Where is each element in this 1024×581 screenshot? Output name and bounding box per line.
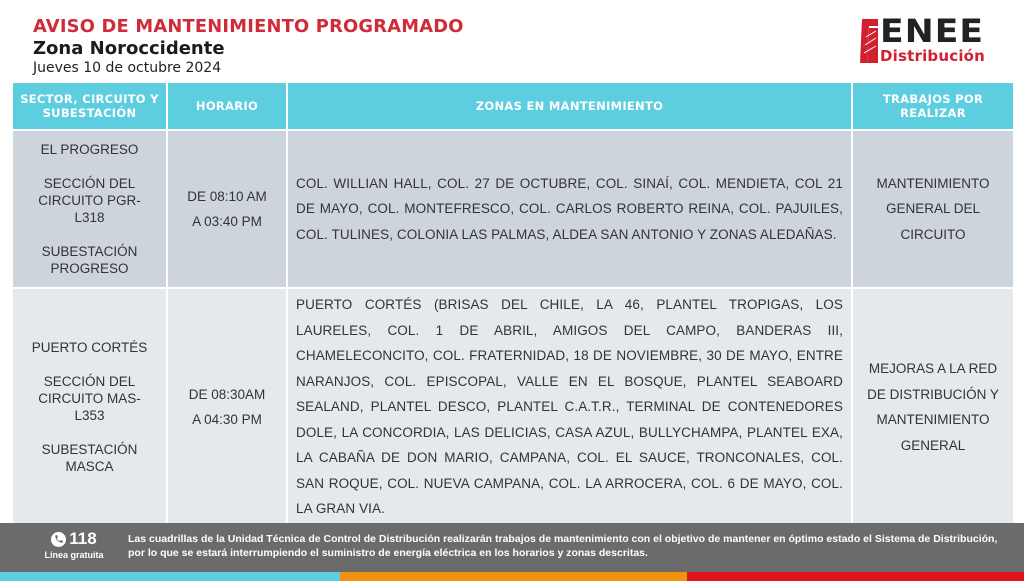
zones-cell [287, 288, 852, 526]
schedule-cell [167, 288, 287, 526]
table-row [12, 130, 1014, 288]
column-header-zonas-label: ZONAS EN MANTENIMIENTO [475, 99, 664, 113]
column-header-sector [12, 82, 167, 130]
tower-icon [860, 19, 878, 63]
sector-cell [12, 130, 167, 288]
substation-name: SUBESTACIÓN PROGRESO [41, 244, 138, 276]
column-header-horario [167, 82, 287, 130]
hotline[interactable] [40, 529, 108, 560]
zones-list: COL. WILLIAN HALL, COL. 27 DE OCTUBRE, COL. SINAÍ, COL. MENDIETA, COL 21 DE MAYO, COL. MONTEFRESCO, COL. CARLOS ROBERTO REINA, COL. PAJUILES, COL. TULINES, COLONIA LAS PALMAS, ALDEA SAN ANTONIO Y ZONAS ALEDAÑAS. [296, 175, 843, 242]
zones-cell [287, 130, 852, 288]
stripe-cyan [0, 572, 340, 581]
logo-subtitle: Distribución [880, 47, 986, 65]
work-cell [852, 288, 1014, 526]
time-from: DE 08:30AM [188, 387, 266, 402]
work-description: MEJORAS A LA RED DE DISTRIBUCIÓN Y MANTENIMIENTO GENERAL [867, 361, 999, 453]
logo-brand: ENEE [880, 12, 985, 50]
maintenance-table [11, 81, 1015, 527]
zones-list: PUERTO CORTÉS (BRISAS DEL CHILE, LA 46, PLANTEL TROPIGAS, LOS LAURELES, COL. 1 DE ABRIL, AMIGOS DEL CAMPO, BANDERAS III, CHAMELECONCITO, COL. FRATERNIDAD, 18 DE NOVIEMBRE, 30 DE MAYO, ENTRE NARANJOS, COL. EPISCOPAL, VALLE EN EL BOSQUE, PLANTEL SEABOARD SEALAND, PLANTEL DESCO, PLANTEL C.A.T.R., TERMINAL DE CONTENEDORES DOLE, LA CONCORDIA, LAS DELICIAS, CASA AZUL, BULLYCHAMPA, PLANTEL EXA, LA CABAÑA DE DON MARIO, CAMPANA, COL. EL SAUCE, TRONCONALES, COL. SAN ROQUE, COL. NUEVA CAMPANA, COL. LA ARROCERA, COL. 6 DE MAYO, COL. LA GRAN VIA. [296, 297, 843, 517]
notice-title: AVISO DE MANTENIMIENTO PROGRAMADO [33, 17, 464, 37]
table-header-row [12, 82, 1014, 130]
schedule-cell [167, 130, 287, 288]
sector-name: EL PROGRESO [40, 142, 139, 157]
table-row [12, 288, 1014, 526]
column-header-trabajos-label: TRABAJOS POR REALIZAR [882, 92, 984, 120]
notice-header [0, 0, 1024, 80]
footer-notice: Las cuadrillas de la Unidad Técnica de Control de Distribución realizarán trabajos de mantenimiento con el objetivo de mantener en óptimo estado el Sistema de Distribución, por lo que se estará interrumpiendo el suministro de energía eléctrica en los horarios y zonas descritas. [128, 533, 998, 559]
work-cell [852, 130, 1014, 288]
enee-logo [858, 12, 1008, 68]
column-header-trabajos [852, 82, 1014, 130]
time-from: DE 08:10 AM [187, 189, 267, 204]
column-header-zonas [287, 82, 852, 130]
sector-cell [12, 288, 167, 526]
circuit-section: SECCIÓN DEL CIRCUITO MAS-L353 [38, 374, 141, 423]
color-stripes [0, 572, 1024, 581]
zone-name: Zona Noroccidente [33, 38, 225, 59]
sector-name: PUERTO CORTÉS [31, 340, 148, 355]
time-to: A 03:40 PM [192, 214, 262, 229]
notice-date: Jueves 10 de octubre 2024 [33, 60, 222, 76]
phone-number: 118 [69, 529, 97, 548]
substation-name: SUBESTACIÓN MASCA [41, 442, 138, 474]
stripe-orange [340, 572, 687, 581]
footer-bar [0, 523, 1024, 572]
work-description: MANTENIMIENTO GENERAL DEL CIRCUITO [876, 175, 990, 242]
time-to: A 04:30 PM [192, 412, 262, 427]
column-header-horario-label: HORARIO [195, 99, 259, 113]
circuit-section: SECCIÓN DEL CIRCUITO PGR-L318 [38, 176, 141, 225]
column-header-sector-label: SECTOR, CIRCUITO Y SUBESTACIÓN [20, 92, 159, 120]
stripe-red [687, 572, 1024, 581]
phone-icon [51, 532, 66, 547]
phone-label: Línea gratuita [44, 550, 104, 560]
